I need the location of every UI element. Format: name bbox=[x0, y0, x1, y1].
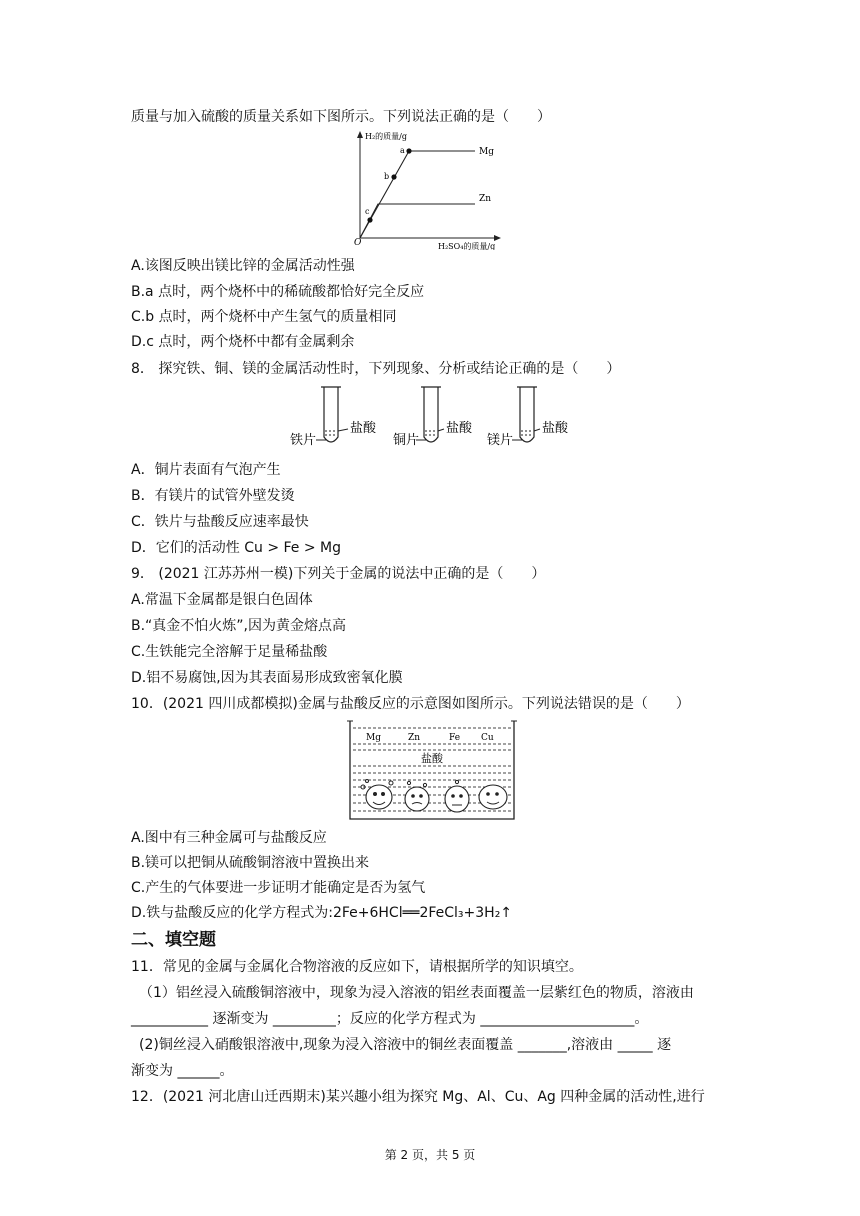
q10-acid-beaker-figure bbox=[347, 717, 517, 823]
metal-label-1: 铁片 bbox=[290, 433, 317, 448]
q7-option-b: B.a 点时，两个烧杯中的稀硫酸都恰好完全反应 bbox=[131, 284, 425, 300]
q11-part1-line2: ___________ 逐渐变为 _________；反应的化学方程式为 ______________________。 bbox=[131, 1011, 649, 1027]
acid-label: 盐酸 bbox=[421, 752, 443, 765]
q12-stem: 12．(2021 河北唐山迁西期末)某兴趣小组为探究 Mg、Al、Cu、Ag 四种金属的活动性,进行 bbox=[131, 1089, 705, 1105]
q9-stem: 9． (2021 江苏苏州一模)下列关于金属的说法中正确的是（ ） bbox=[131, 566, 546, 582]
q7-stem: 质量与加入硫酸的质量关系如下图所示。下列说法正确的是（ ） bbox=[131, 109, 551, 125]
point-a bbox=[406, 148, 411, 153]
q10-option-c: C.产生的气体要进一步证明才能确定是否为氢气 bbox=[131, 880, 426, 896]
point-b-label: b bbox=[384, 172, 390, 181]
q10-option-a: A.图中有三种金属可与盐酸反应 bbox=[131, 830, 327, 846]
point-a-label: a bbox=[400, 146, 405, 155]
acid-label-3: 盐酸 bbox=[542, 421, 569, 436]
metal-cartoon-mg bbox=[361, 780, 393, 810]
q9-option-d: D.铝不易腐蚀,因为其表面易形成致密氧化膜 bbox=[131, 670, 403, 686]
metal-cartoon-cu bbox=[479, 785, 507, 809]
q8-option-b: B．有镁片的试管外壁发烫 bbox=[131, 488, 295, 504]
q9-option-b: B.“真金不怕火炼”,因为黄金熔点高 bbox=[131, 618, 347, 634]
q11-part2-line2: 渐变为 ______。 bbox=[131, 1063, 234, 1079]
q8-option-d: D．它们的活动性 Cu > Fe > Mg bbox=[131, 540, 342, 556]
q9-option-a: A.常温下金属都是银白色固体 bbox=[131, 592, 313, 608]
metal-cartoon-zn bbox=[405, 781, 429, 811]
curve-mg-label: Mg bbox=[479, 147, 494, 157]
metal-mg-label: Mg bbox=[366, 733, 381, 743]
section-title: 二、填空题 bbox=[131, 930, 216, 950]
tube-magnesium bbox=[487, 387, 569, 448]
q9-option-c: C.生铁能完全溶解于足量稀盐酸 bbox=[131, 644, 328, 660]
point-c bbox=[367, 217, 372, 222]
metal-label-2: 铜片 bbox=[393, 433, 420, 448]
metal-cu-label: Cu bbox=[481, 733, 494, 743]
metal-fe-label: Fe bbox=[449, 733, 461, 743]
point-b bbox=[391, 174, 396, 179]
q8-option-c: C．铁片与盐酸反应速率最快 bbox=[131, 514, 309, 530]
q11-stem: 11．常见的金属与金属化合物溶液的反应如下，请根据所学的知识填空。 bbox=[131, 959, 583, 975]
q7-graph bbox=[345, 128, 510, 250]
curve-zn-label: Zn bbox=[479, 194, 492, 204]
point-c-label: c bbox=[365, 207, 370, 216]
metal-label-3: 镁片 bbox=[487, 433, 514, 448]
origin-label: O bbox=[354, 238, 362, 248]
metal-zn-label: Zn bbox=[408, 733, 421, 743]
tube-copper bbox=[393, 387, 473, 448]
q7-option-a: A.该图反映出镁比锌的金属活动性强 bbox=[131, 258, 355, 274]
tube-iron bbox=[290, 387, 377, 448]
q11-part2-line1: (2)铜丝浸入硝酸银溶液中,现象为浸入溶液中的铜丝表面覆盖 _______,溶液由 _____ 逐 bbox=[139, 1037, 672, 1053]
y-axis-label: H₂的质量/g bbox=[365, 132, 407, 141]
q10-option-b: B.镁可以把铜从硫酸铜溶液中置换出来 bbox=[131, 855, 370, 871]
q11-part1-line1: （1）铝丝浸入硫酸铜溶液中，现象为浸入溶液的铝丝表面覆盖一层紫红色的物质，溶液由 bbox=[139, 985, 694, 1001]
x-axis-label: H₂SO₄的质量/g bbox=[438, 242, 496, 250]
metal-cartoon-fe bbox=[445, 780, 469, 812]
q8-test-tubes-figure bbox=[290, 385, 580, 453]
q7-option-d: D.c 点时，两个烧杯中都有金属剩余 bbox=[131, 334, 355, 350]
acid-label-1: 盐酸 bbox=[350, 421, 377, 436]
q8-option-a: A．铜片表面有气泡产生 bbox=[131, 462, 281, 478]
page-footer: 第 2 页，共 5 页 bbox=[384, 1148, 476, 1162]
q10-option-d: D.铁与盐酸反应的化学方程式为:2Fe+6HCl══2FeCl₃+3H₂↑ bbox=[131, 905, 513, 921]
acid-label-2: 盐酸 bbox=[446, 421, 473, 436]
q7-option-c: C.b 点时，两个烧杯中产生氢气的质量相同 bbox=[131, 309, 397, 325]
q8-stem: 8． 探究铁、铜、镁的金属活动性时，下列现象、分析或结论正确的是（ ） bbox=[131, 361, 621, 377]
q10-stem: 10．(2021 四川成都模拟)金属与盐酸反应的示意图如图所示。下列说法错误的是（ ） bbox=[131, 696, 690, 712]
